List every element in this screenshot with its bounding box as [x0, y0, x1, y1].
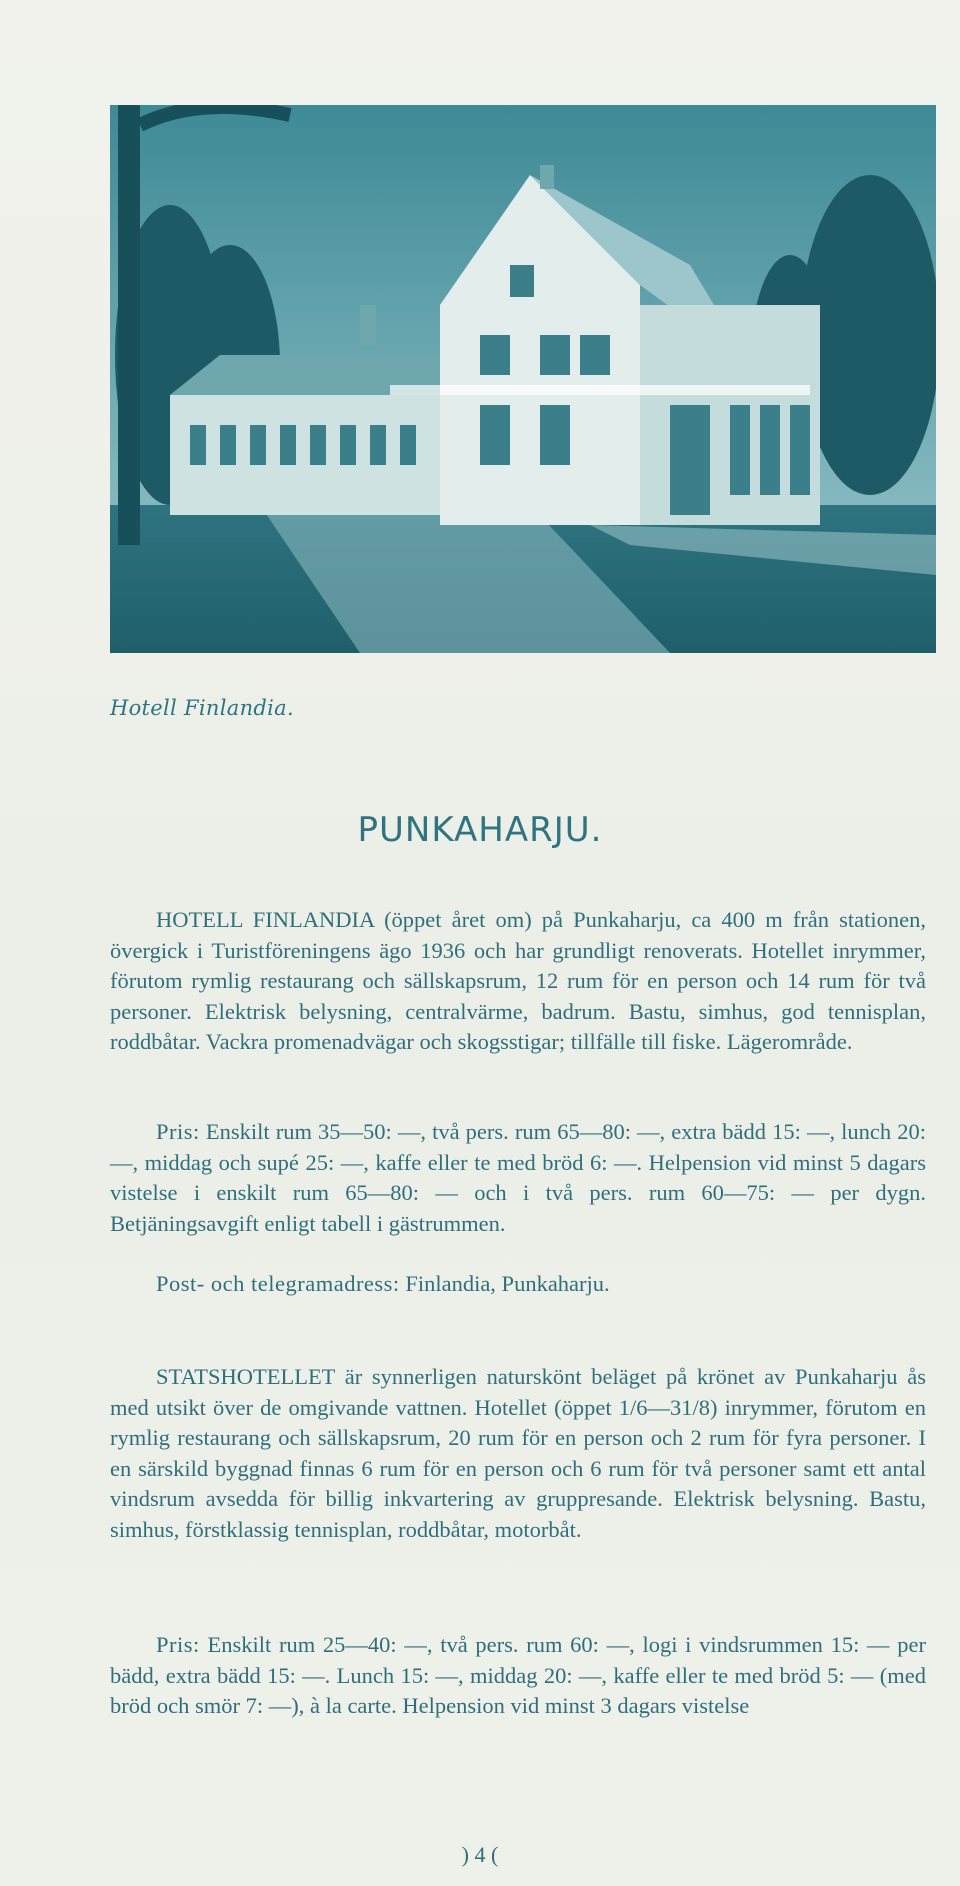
hotel-photo	[110, 105, 936, 653]
price-label: Pris:	[156, 1119, 200, 1144]
page-number: ) 4 (	[461, 1842, 499, 1867]
finlandia-address	[110, 1269, 926, 1300]
finlandia-description: HOTELL FINLANDIA (öppet året om) på Punkaharju, ca 400 m från stationen, övergick i Turistföreningens ägo 1936 och har grundligt renoverats. Hotellet inrymmer, förutom rymlig restaurang och sällskapsrum, 12 rum för en person och 14 rum för två personer. Elektrisk belysning, centralvärme, badrum. Bastu, simhus, god tennisplan, roddbåtar. Vackra promenadvägar och skogsstigar; tillfälle till fiske. Lägerområde.	[110, 907, 926, 1054]
statshotellet-description: STATSHOTELLET är synnerligen naturskönt beläget på krönet av Punkaharju ås med utsikt över de omgivande vattnen. Hotellet (öppet 1/6—31/8) inrymmer, förutom en rymlig restaurang och sällskapsrum, 20 rum för en person och 2 rum för fyra personer. I en särskild byggnad finnas 6 rum för en person och 6 rum för två personer samt ett antal vindsrum avsedda för billig inkvartering av gruppresande. Elektrisk belysning. Bastu, simhus, förstklassig tennisplan, roddbåtar, motorbåt.	[110, 1364, 926, 1542]
photo-caption: Hotell Finlandia.	[110, 696, 294, 720]
statshotellet-prices	[110, 1630, 926, 1722]
finlandia-prices	[110, 1117, 926, 1239]
price-text: Enskilt rum 25—40: —, två pers. rum 60: —, logi i vindsrummen 15: — per bädd, extra bädd 15: —. Lunch 15: —, middag 20: —, kaffe eller te med bröd 5: — (med bröd och smör 7: —), à la carte. Helpension vid minst 3 dagars vistelse	[110, 1632, 926, 1718]
price-text: Enskilt rum 35—50: —, två pers. rum 65—80: —, extra bädd 15: —, lunch 20: —, middag och supé 25: —, kaffe eller te med bröd 6: —. Helpension vid minst 5 dagars vistelse i enskilt rum 65—80: — och i två pers. rum 60—75: — per dygn. Betjäningsavgift enligt tabell i gästrummen.	[110, 1119, 926, 1236]
price-label: Pris:	[156, 1632, 200, 1657]
section-heading: PUNKAHARJU.	[357, 810, 603, 850]
address-label: Post- och telegramadress:	[156, 1271, 400, 1296]
address-value: Finlandia, Punkaharju.	[405, 1271, 610, 1296]
